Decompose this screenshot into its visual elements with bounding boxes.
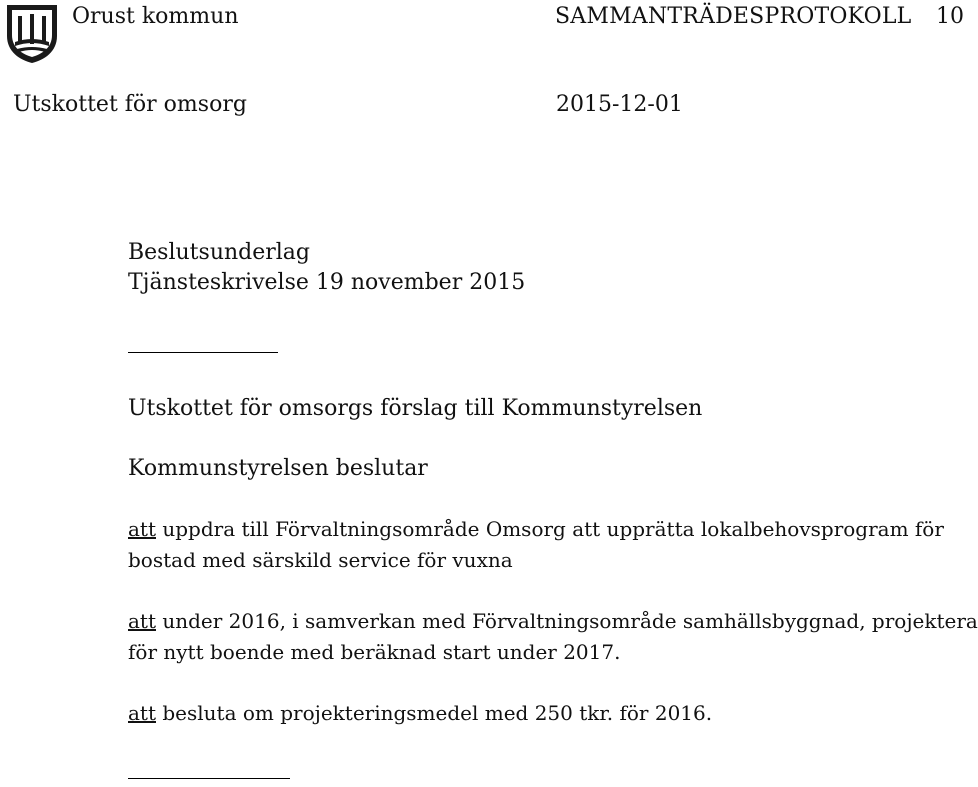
att-label: att: [128, 609, 156, 633]
clause-2-line-1: att under 2016, i samverkan med Förvaltningsområde samhällsbyggnad, projektera: [128, 609, 978, 633]
document-type: SAMMANTRÄDESPROTOKOLL: [555, 4, 912, 29]
decision-heading: Kommunstyrelsen beslutar: [128, 456, 428, 481]
committee-name: Utskottet för omsorg: [13, 92, 247, 117]
clause-2-line-2: för nytt boende med beräknad start under 2017.: [128, 640, 621, 664]
separator-line: [128, 778, 290, 779]
meeting-date: 2015-12-01: [556, 92, 683, 117]
clause-3-line-1: att besluta om projekteringsmedel med 250 tkr. för 2016.: [128, 701, 713, 725]
clause-1-line-1: att uppdra till Förvaltningsområde Omsorg att upprätta lokalbehovsprogram för: [128, 517, 944, 541]
proposal-heading: Utskottet för omsorgs förslag till Kommunstyrelsen: [128, 396, 703, 421]
municipal-crest-icon: [4, 2, 60, 64]
basis-heading: Beslutsunderlag: [128, 240, 311, 265]
att-label: att: [128, 701, 156, 725]
clause-1-line-2: bostad med särskild service för vuxna: [128, 548, 513, 572]
municipality-name: Orust kommun: [72, 4, 239, 29]
att-label: att: [128, 517, 156, 541]
page-number: 10: [936, 4, 964, 29]
separator-line: [128, 352, 278, 353]
basis-item: Tjänsteskrivelse 19 november 2015: [128, 270, 526, 295]
